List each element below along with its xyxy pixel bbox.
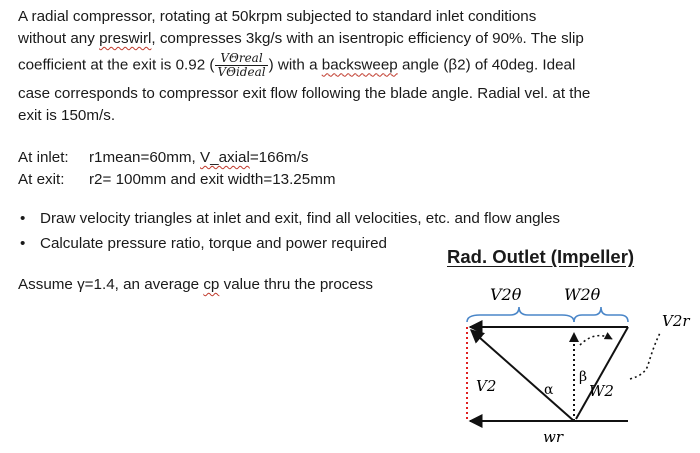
task-item-pressure-ratio: • Calculate pressure ratio, torque and power required [18,231,560,256]
problem-line-2-post: , compresses 3kg/s with an isentropic efficiency of 90%. The slip [151,30,584,47]
wr-label: wr [543,428,564,446]
problem-line-5-text: exit is 150m/s. [18,107,116,124]
assumption-line [18,274,373,296]
problem-line-3-mid: with a [273,56,322,74]
problem-line-2-pre: without any [18,30,100,47]
v-axial-word: V_axial [200,149,250,166]
w2theta-brace [574,307,628,322]
inlet-post: =166m/s [249,149,309,166]
slip-fraction [215,52,267,79]
slip-fraction-denominator: VΘideal [217,65,266,79]
problem-line-3-pre: coefficient at the exit is 0.92 [18,56,210,74]
v2-vector-line [471,330,574,421]
w2theta-label: W2θ [564,285,601,304]
beta-label: β [579,369,588,385]
preswirl-word: preswirl [99,30,152,47]
exit-label: At exit: [18,171,65,188]
problem-line-5 [18,105,115,127]
slip-fraction-numerator: VΘreal [215,52,267,66]
problem-line-4-text: case corresponds to compressor exit flow following the blade angle. Radial vel. at the [18,85,591,102]
alpha-label: α [544,382,554,398]
exit-value: r2= 100mm and exit width=13.25mm [89,171,336,188]
exit-conditions [18,169,336,191]
inlet-pre: r1mean=60mm, [89,149,200,166]
assumption-pre: Assume γ=1.4, an average [18,276,204,293]
problem-line-4 [18,83,590,105]
v2-label: V2 [476,377,497,395]
problem-line-3: coefficient at the exit is 0.92 ( $\frac{\text{VΘreal}}{\text{VΘideal}}$ ) with a backsweep angle (β2) of 40deg. Ideal [18,51,576,79]
velocity-triangle-diagram [440,275,695,447]
problem-line-1 [18,6,536,28]
v2r-label: V2r [662,312,690,330]
beta-arc [580,336,612,345]
backsweep-word: backsweep [321,56,398,74]
v2r-pointer [630,333,660,379]
inlet-conditions [18,147,309,169]
problem-line-1-text: A radial compressor, rotating at 50krpm subjected to standard inlet conditions [18,8,537,25]
cp-word: cp [203,276,220,293]
w2-label: W2 [589,382,614,400]
v2theta-label: V2θ [490,285,522,304]
problem-line-2 [18,28,584,50]
inlet-label: At inlet: [18,149,69,166]
assumption-post: value thru the process [219,276,374,293]
problem-line-3-post: angle (β2) of 40deg. Ideal [397,56,576,74]
task-item-velocity-triangles: • Draw velocity triangles at inlet and exit, find all velocities, etc. and flow angles [18,206,560,231]
diagram-title: Rad. Outlet (Impeller) [447,246,635,267]
v2theta-brace [467,307,574,322]
